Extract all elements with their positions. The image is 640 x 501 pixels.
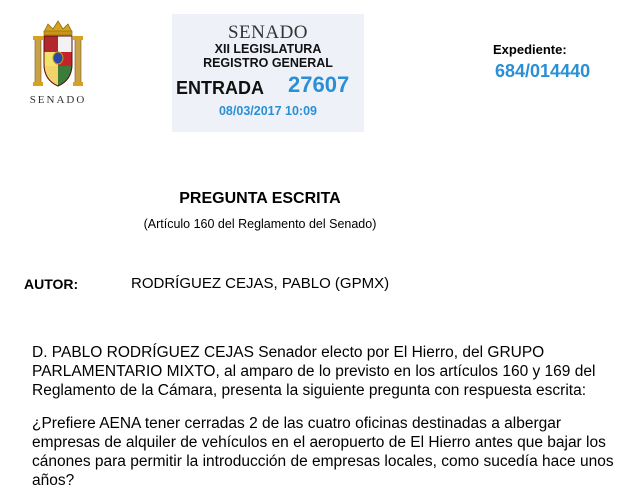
expediente-value: 684/014440 <box>495 61 591 81</box>
intro-line: D. PABLO RODRÍGUEZ CEJAS Senador electo por El Hierro, del GRUPO <box>32 344 545 361</box>
senado-logo <box>22 18 94 110</box>
stamp-entry-number: 27607 <box>288 72 350 97</box>
stamp-datetime: 08/03/2017 10:09 <box>218 104 317 118</box>
author-value: RODRÍGUEZ CEJAS, PABLO (GPMX) <box>131 275 390 292</box>
document-subtitle: (Artículo 160 del Reglamento del Senado) <box>143 217 377 231</box>
stamp-legislature: XII LEGISLATURA <box>214 42 322 56</box>
coat-of-arms-icon <box>22 18 94 92</box>
question-line: empresas de alquiler de vehículos en el aeropuerto de El Hierro antes que bajar los <box>32 434 606 451</box>
document-title: PREGUNTA ESCRITA <box>179 190 341 207</box>
author-label: AUTOR: <box>24 276 79 292</box>
stamp-register: REGISTRO GENERAL <box>203 56 333 70</box>
question-line: cánones para permitir la introducción de empresas locales, como sucedía hace unos <box>32 453 614 470</box>
intro-paragraph <box>32 343 632 400</box>
intro-line: PARLAMENTARIO MIXTO, al amparo de lo previsto en los artículos 160 y 169 del <box>32 363 596 380</box>
stamp-entry-label: ENTRADA <box>176 78 264 98</box>
logo-caption: SENADO <box>29 94 87 106</box>
intro-line: Reglamento de la Cámara, presenta la siguiente pregunta con respuesta escrita: <box>32 382 587 399</box>
expediente-label: Expediente: <box>493 42 567 57</box>
question-line: ¿Prefiere AENA tener cerradas 2 de las cuatro oficinas destinadas a albergar <box>32 415 562 432</box>
question-paragraph <box>32 414 632 490</box>
registry-stamp <box>172 14 364 132</box>
stamp-institution: SENADO <box>227 22 309 43</box>
question-line: años? <box>32 472 75 489</box>
